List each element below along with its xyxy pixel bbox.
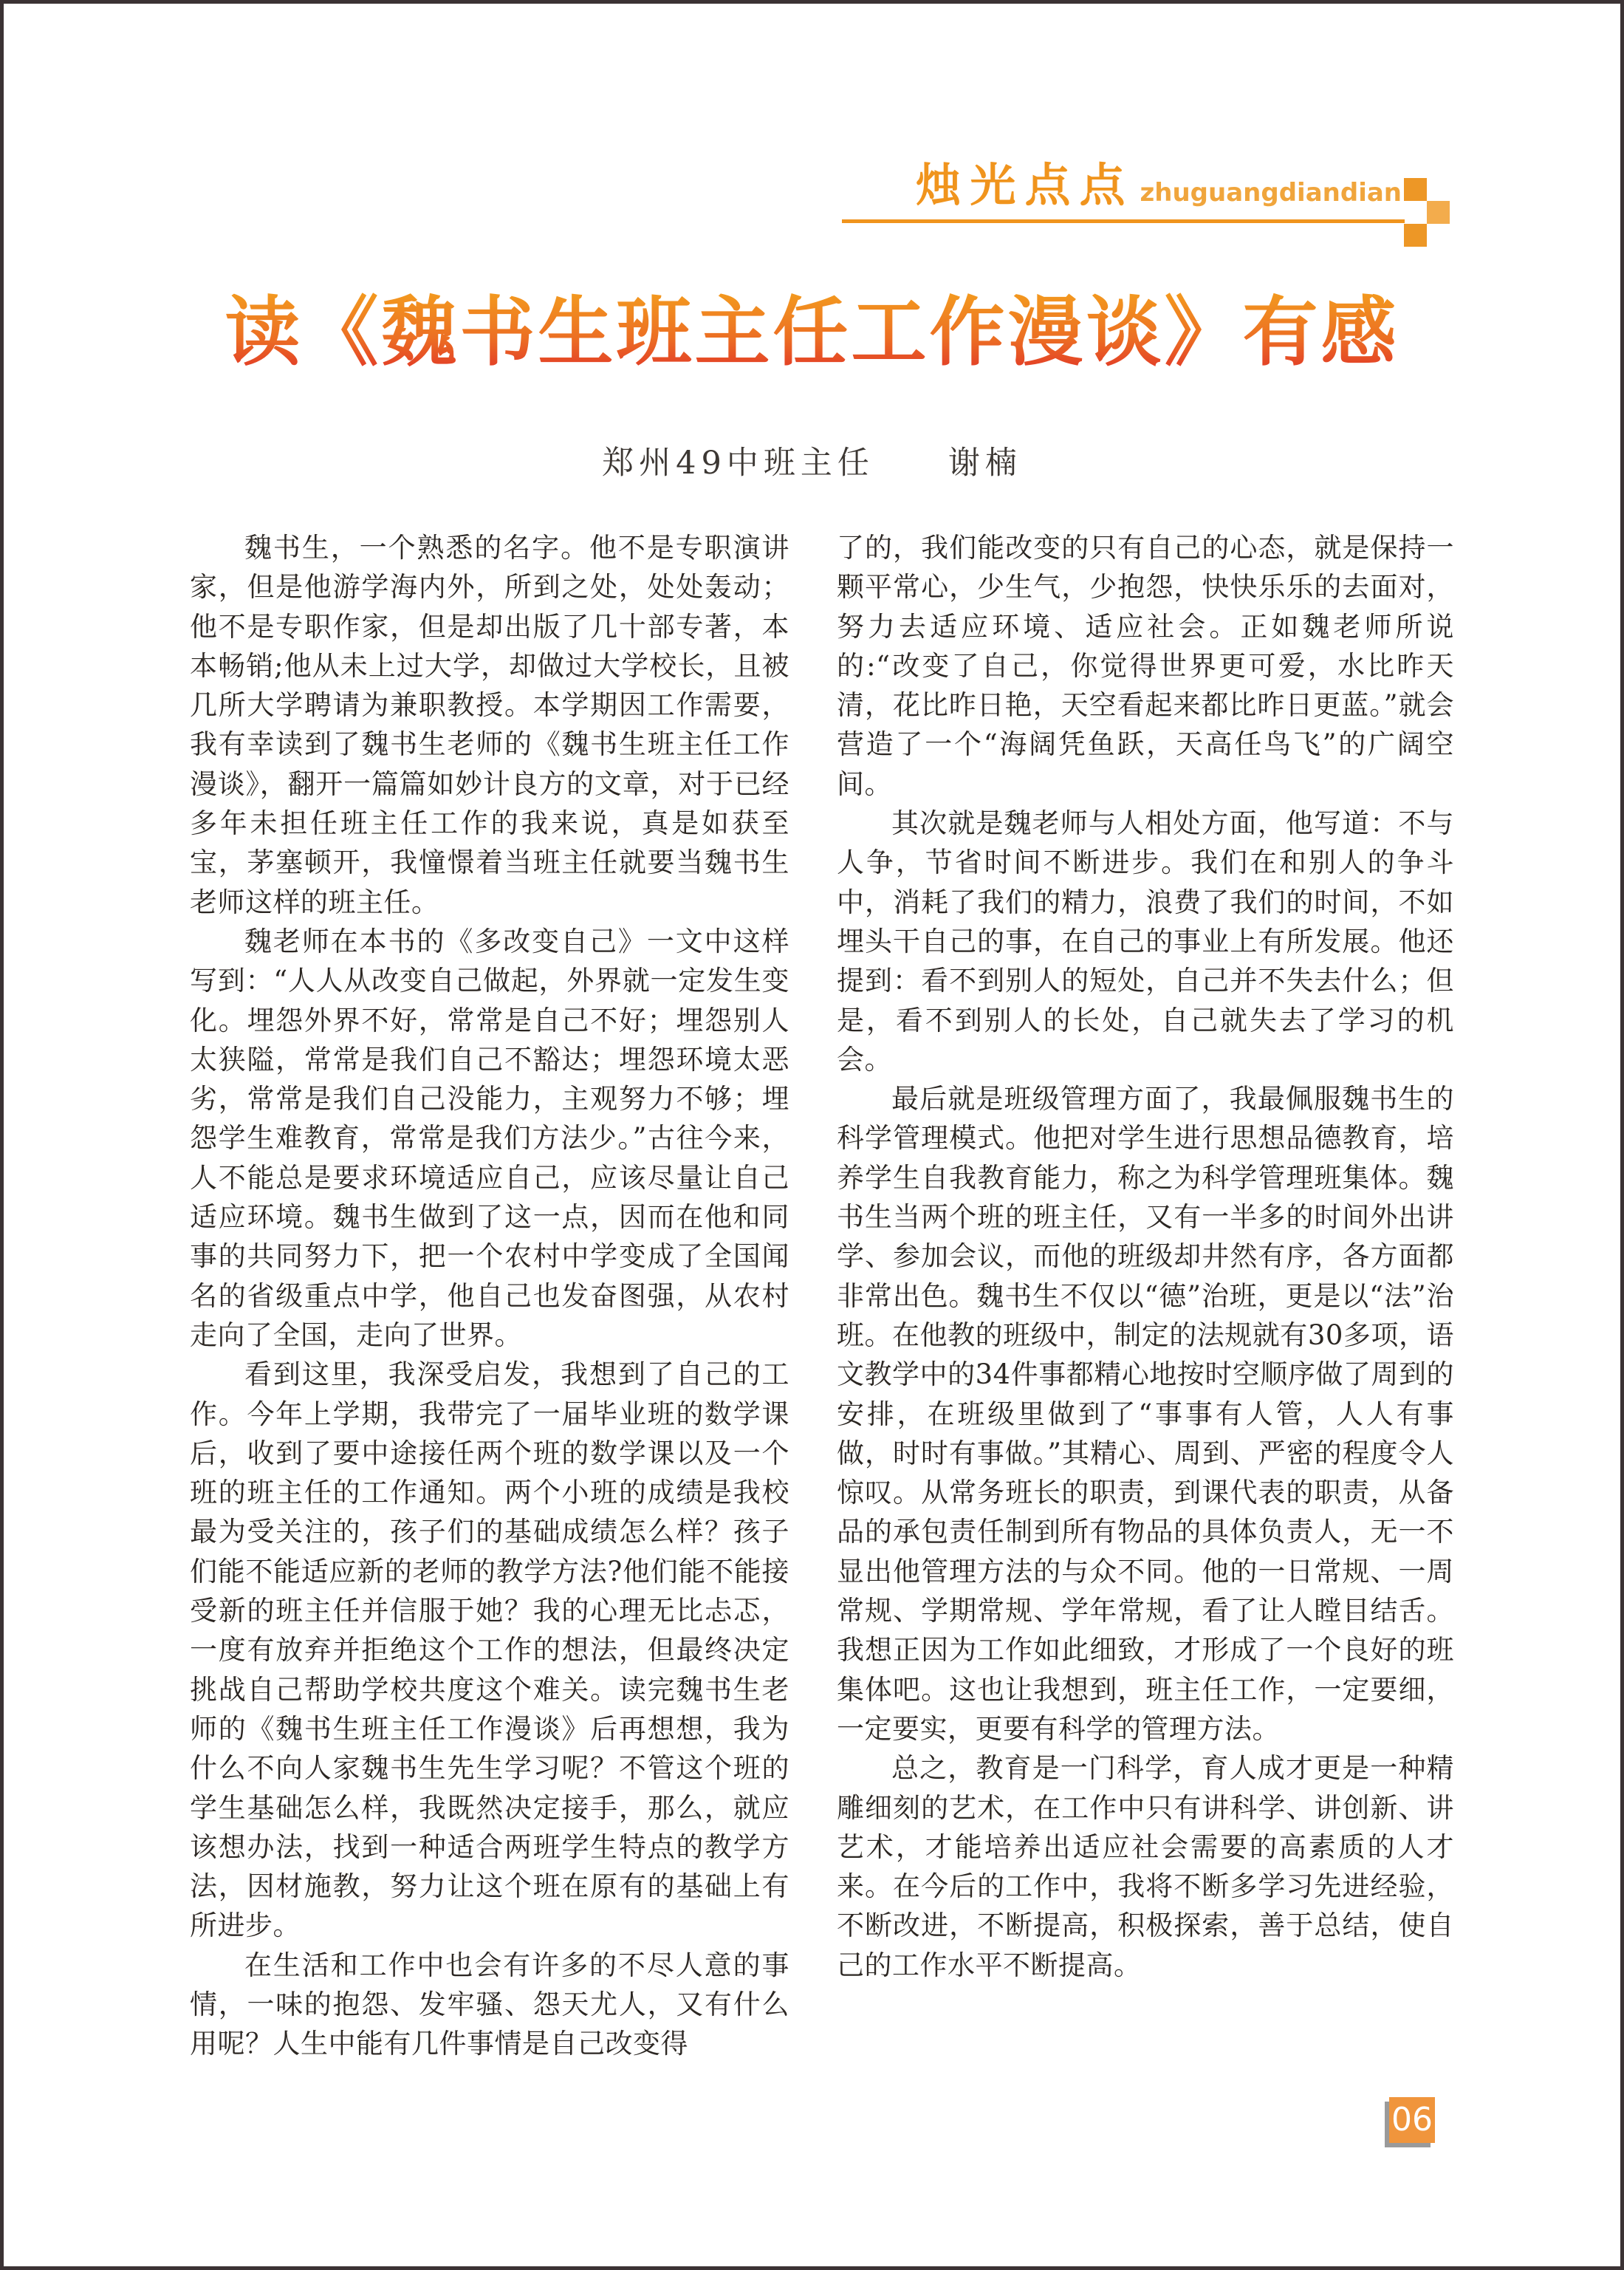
article-paragraph: 在生活和工作中也会有许多的不尽人意的事情，一味的抱怨、发牢骚、怨天尤人，又有什么用呢？人生中能有几件事情是自己改变得 xyxy=(190,1949,789,2060)
article-paragraph-continuation: 了的，我们能改变的只有自己的心态，就是保持一颗平常心，少生气，少抱怨，快快乐乐的去面对，努力去适应环境、适应社会。正如魏老师所说的:“改变了自己，你觉得世界更可爱，水比昨天清，花比昨日艳，天空看起来都比昨日更蓝。”就会营造了一个“海阔凭鱼跃，天高任鸟飞”的广阔空间。 xyxy=(837,532,1454,800)
deco-square xyxy=(1404,178,1427,201)
page-number-badge: 06 xyxy=(1389,2097,1435,2143)
article-left-column xyxy=(190,528,789,2064)
article-byline: 郑州49中班主任 谢楠 xyxy=(602,445,1022,482)
section-header xyxy=(842,148,1402,214)
article-paragraph: 看到这里，我深受启发，我想到了自己的工作。今年上学期，我带完了一届毕业班的数学课后，收到了要中途接任两个班的数学课以及一个班的班主任的工作通知。两个小班的成绩是我校最为受关注的，孩子们的基础成绩怎么样？孩子们能不能适应新的老师的教学方法?他们能不能接受新的班主任并信服于她？我的心理无比忐忑，一度有放弃并拒绝这个工作的想法，但最终决定挑战自己帮助学校共度这个难关。读完魏书生老师的《魏书生班主任工作漫谈》后再想想，我为什么不向人家魏书生先生学习呢？不管这个班的学生基础怎么样，我既然决定接手，那么，就应该想办法，找到一种适合两班学生特点的教学方法，因材施教，努力让这个班在原有的基础上有所进步。 xyxy=(190,1358,789,1942)
article-title: 读《魏书生班主任工作漫谈》有感 xyxy=(4,286,1620,380)
article-paragraph: 其次就是魏老师与人相处方面，他写道：不与人争，节省时间不断进步。我们在和别人的争斗中，消耗了我们的精力，浪费了我们的时间，不如埋头干自己的事，在自己的事业上有所发展。他还提到：看不到别人的短处，自己并不失去什么；但是，看不到别人的长处，自己就失去了学习的机会。 xyxy=(837,807,1454,1076)
header-rule xyxy=(842,219,1405,223)
deco-square xyxy=(1404,224,1427,247)
article-paragraph: 总之，教育是一门科学，育人成才更是一种精雕细刻的艺术，在工作中只有讲科学、讲创新、讲艺术，才能培养出适应社会需要的高素质的人才来。在今后的工作中，我将不断多学习先进经验，不断改进，不断提高，积极探索，善于总结，使自己的工作水平不断提高。 xyxy=(837,1752,1454,1981)
deco-square xyxy=(1427,201,1450,224)
article-paragraph: 魏书生，一个熟悉的名字。他不是专职演讲家，但是他游学海内外，所到之处，处处轰动；他不是专职作家，但是却出版了几十部专著，本本畅销;他从未上过大学，却做过大学校长，且被几所大学聘请为兼职教授。本学期因工作需要，我有幸读到了魏书生老师的《魏书生班主任工作漫谈》，翻开一篇篇如妙计良方的文章，对于已经多年未担任班主任工作的我来说，真是如获至宝，茅塞顿开，我憧憬着当班主任就要当魏书生老师这样的班主任。 xyxy=(190,532,789,918)
article-paragraph: 魏老师在本书的《多改变自己》一文中这样写到：“人人从改变自己做起，外界就一定发生变化。埋怨外界不好，常常是自己不好；埋怨别人太狭隘，常常是我们自己不豁达；埋怨环境太恶劣，常常是我们自己没能力，主观努力不够；埋怨学生难教育，常常是我们方法少。”古往今来，人不能总是要求环境适应自己，应该尽量让自己适应环境。魏书生做到了这一点，因而在他和同事的共同努力下，把一个农村中学变成了全国闻名的省级重点中学，他自己也发奋图强，从农村走向了全国，走向了世界。 xyxy=(190,925,789,1351)
section-logo-text: 烛光点点 xyxy=(915,158,1134,212)
section-logo-pinyin: zhuguangdiandian xyxy=(1140,178,1402,208)
article-paragraph: 最后就是班级管理方面了，我最佩服魏书生的科学管理模式。他把对学生进行思想品德教育，培养学生自我教育能力，称之为科学管理班集体。魏书生当两个班的班主任，又有一半多的时间外出讲学、参加会议，而他的班级却井然有序，各方面都非常出色。魏书生不仅以“德”治班，更是以“法”治班。在他教的班级中，制定的法规就有30多项，语文教学中的34件事都精心地按时空顺序做了周到的安排，在班级里做到了“事事有人管，人人有事做，时时有事做。”其精心、周到、严密的程度令人惊叹。从常务班长的职责，到课代表的职责，从备品的承包责任制到所有物品的具体负责人，无一不显出他管理方法的与众不同。他的一日常规、一周常规、学期常规、学年常规，看了让人瞠目结舌。我想正因为工作如此细致，才形成了一个良好的班集体吧。这也让我想到，班主任工作，一定要细，一定要实，更要有科学的管理方法。 xyxy=(837,1083,1454,1745)
article-right-column xyxy=(837,528,1454,1985)
logo-deco-squares-icon xyxy=(1404,178,1453,249)
